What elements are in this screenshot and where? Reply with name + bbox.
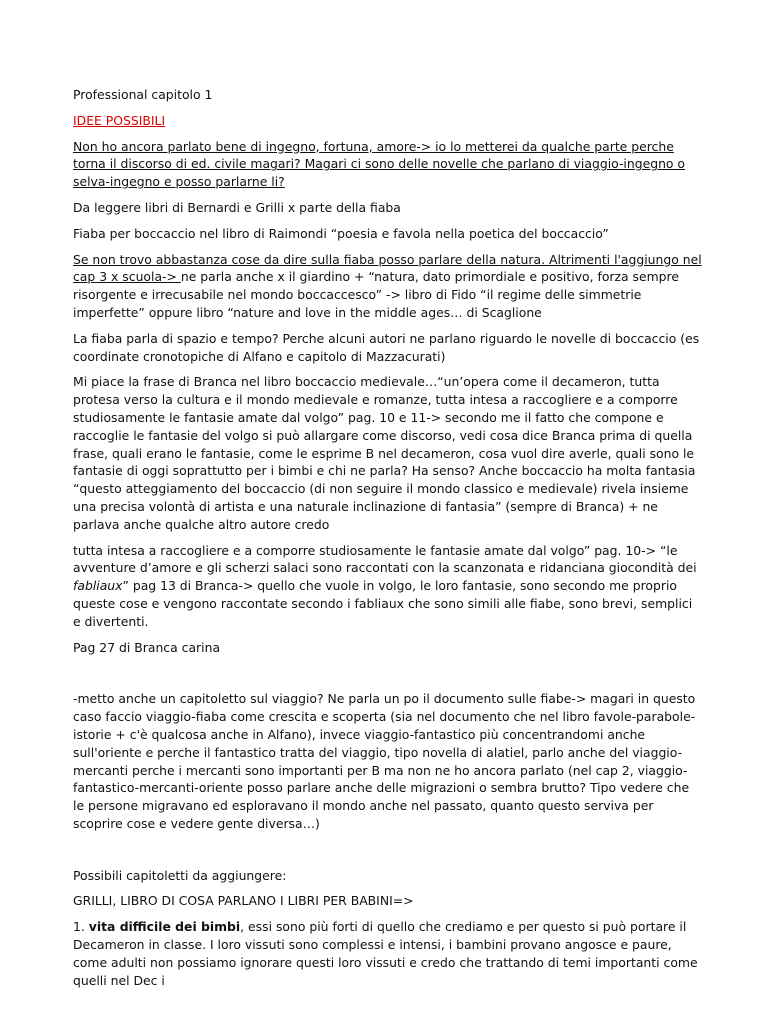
- paragraph: [73, 542, 703, 631]
- paragraph: GRILLI, LIBRO DI COSA PARLANO I LIBRI PER BABINI=>: [73, 893, 414, 909]
- paragraph: [73, 251, 703, 322]
- blank-line: [73, 841, 703, 867]
- paragraph: -metto anche un capitoletto sul viaggio? Ne parla un po il documento sulle fiabe-> magari in questo caso faccio viaggio-fiaba come crescita e scoperta (sia nel documento che nel libro favole-parabole-istorie + c'è qualcosa anche in Alfano), invece viaggio-fantastico più concentrandomi anche sull'oriente e perche il fantastico tratta del viaggio, tipo novella di alatiel, parlo anche del viaggio-mercanti perche i mercanti sono importanti per B ma non ne ho ancora parlato (nel cap 2, viaggio-fantastico-mercanti-oriente posso parlare anche delle migrazioni o sembra brutto? Tipo vedere che le persone migravano ed esploravano il mondo anche nel passato, quanto questo serviva per scoprire cose e vedere gente diversa…): [73, 691, 696, 831]
- italic-text: fabliaux: [73, 578, 123, 594]
- document-title: Professional capitolo 1: [73, 87, 213, 102]
- blank-line: [73, 664, 703, 690]
- paragraph-text: tutta intesa a raccogliere e a comporre studiosamente le fantasie amate dal volgo” pag. 10-> “le avventure d’amore e gli scherzi salaci sono raccontati con la scanzonata e ridanciana giocondità dei: [73, 542, 697, 576]
- section-heading: IDEE POSSIBILI: [73, 112, 166, 128]
- underlined-text: Se non trovo abbastanza cose da dire sulla fiaba posso parlare della natura. Altrimenti l'aggiungo nel cap 3 x scuola->: [73, 251, 702, 285]
- paragraph: Da leggere libri di Bernardi e Grilli x parte della fiaba: [73, 199, 401, 215]
- bold-text: vita difficile dei bimbi: [88, 919, 241, 935]
- paragraph-text: ne parla anche x il giardino + “natura, dato primordiale e positivo, forza sempre risorgente e irrecusabile nel mondo boccaccesco” -> libro di Fido “il regime delle simmetrie imperfette” oppure libro “nature and love in the middle ages… di Scaglione: [73, 269, 679, 320]
- paragraph: La fiaba parla di spazio e tempo? Perche alcuni autori ne parlano riguardo le novelle di boccaccio (es coordinate cronotopiche di Alfano e capitolo di Mazzacurati): [73, 330, 700, 364]
- paragraph: Non ho ancora parlato bene di ingegno, fortuna, amore-> io lo metterei da qualche parte perche torna il discorso di ed. civile magari? Magari ci sono delle novelle che parlano di viaggio-ingegno o selva-ingegno e posso parlarne li?: [73, 138, 686, 190]
- paragraph: Mi piace la frase di Branca nel libro boccaccio medievale…“un’opera come il decameron, tutta protesa verso la cultura e il mondo medievale e romanze, tutta intesa a raccogliere e a comporre studiosamente le fantasie amate dal volgo” pag. 10 e 11-> secondo me il fatto che compone e raccoglie le fantasie del volgo si può allargare come discorso, vedi cosa dice Branca prima di quella frase, quali erano le fantasie, come le esprime B nel decameron, cosa vuol dire averle, quali sono le fantasie di oggi soprattutto per i bimbi e chi ne parla? Ha senso? Anche boccaccio ha molta fantasia “questo atteggiamento del boccaccio (di non seguire il mondo classico e medievale) rivela insieme una precisa volontà di artista e una naturale inclinazione di fantasia” (sempre di Branca) + ne parlava anche qualche altro autore credo: [73, 374, 696, 532]
- list-number: 1.: [73, 919, 89, 935]
- document-body: [73, 86, 703, 997]
- paragraph-text: ” pag 13 di Branca-> quello che vuole in volgo, le loro fantasie, sono secondo me proprio queste cose e vengono raccontate secondo i fabliaux che sono simili alle fiabe, sono brevi, semplici e divertenti.: [73, 578, 693, 629]
- paragraph-text: , essi sono più forti di quello che crediamo e per questo si può portare il Decameron in classe. I loro vissuti sono complessi e intensi, i bambini provano angosce e paure, come adulti non possiamo ignorare questi loro vissuti e credo che trattando di temi importanti come quelli nel Dec i: [73, 919, 698, 988]
- paragraph: Fiaba per boccaccio nel libro di Raimondi “poesia e favola nella poetica del boccaccio”: [73, 225, 609, 241]
- list-item: [73, 918, 703, 989]
- paragraph: Possibili capitoletti da aggiungere:: [73, 867, 287, 883]
- paragraph: Pag 27 di Branca carina: [73, 639, 221, 655]
